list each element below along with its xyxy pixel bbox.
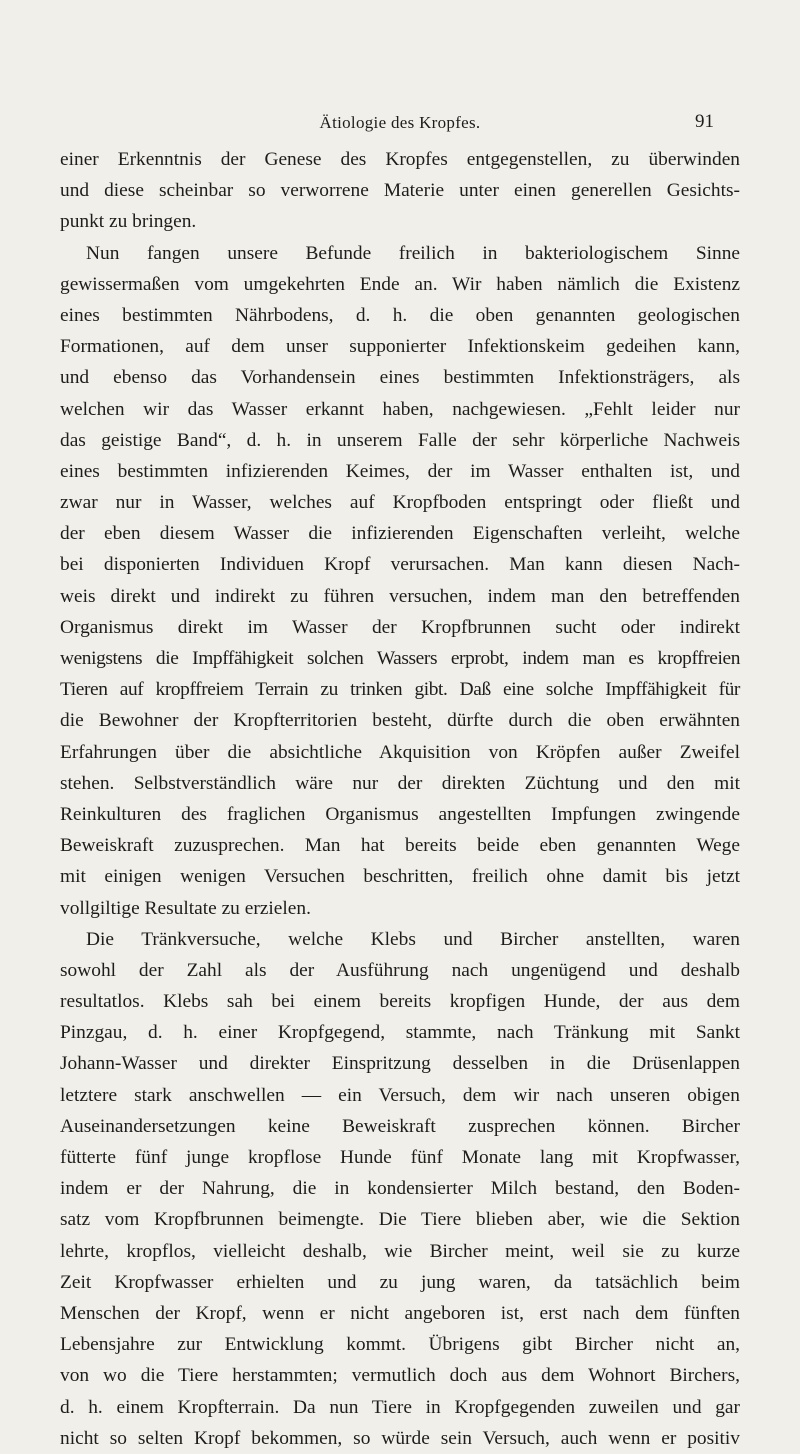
text-line: letztere stark anschwellen — ein Versuch, dem wir nach unseren obigen — [60, 1084, 740, 1106]
text-line: sowohl der Zahl als der Ausführung nach ungenügend und deshalb — [60, 959, 740, 981]
text-line: lehrte, kropflos, vielleicht deshalb, wie Bircher meint, weil sie zu kurze — [60, 1240, 740, 1262]
text-line: wenigstens die Impffähigkeit solchen Wassers erprobt, indem man es kropffreien — [60, 648, 740, 669]
text-line: welchen wir das Wasser erkannt haben, nachgewiesen. „Fehlt leider nur — [60, 398, 740, 420]
text-line: die Bewohner der Kropfterritorien besteht, dürfte durch die oben erwähnten — [60, 710, 740, 732]
text-line: Johann-Wasser und direkter Einspritzung desselben in die Drüsenlappen — [60, 1053, 740, 1075]
text-line: resultatlos. Klebs sah bei einem bereits kropfigen Hunde, der aus dem — [60, 991, 740, 1013]
text-line: stehen. Selbstverständlich wäre nur der direkten Züchtung und den mit — [60, 772, 740, 794]
text-line: der eben diesem Wasser die infizierenden Eigenschaften verleiht, welche — [60, 523, 740, 545]
text-line: Lebensjahre zur Entwicklung kommt. Übrigens gibt Bircher nicht an, — [60, 1334, 740, 1356]
text-line: satz vom Kropfbrunnen beimengte. Die Tiere blieben aber, wie die Sektion — [60, 1209, 740, 1231]
text-line: punkt zu bringen. — [60, 211, 197, 233]
text-line: Tieren auf kropffreiem Terrain zu trinken gibt. Daß eine solche Impffähigkeit für — [60, 679, 740, 701]
text-line: einer Erkenntnis der Genese des Kropfes entgegenstellen, zu überwinden — [60, 149, 740, 170]
text-line: bei disponierten Individuen Kropf verursachen. Man kann diesen Nach- — [60, 554, 740, 576]
text-line: Formationen, auf dem unser supponierter Infektionskeim gedeihen kann, — [60, 336, 740, 358]
text-line: Reinkulturen des fraglichen Organismus angestellten Impfungen zwingende — [60, 803, 740, 825]
text-line: zwar nur in Wasser, welches auf Kropfboden entspringt oder fließt und — [60, 492, 740, 514]
text-line: Nun fangen unsere Befunde freilich in bakteriologischem Sinne — [86, 242, 740, 264]
text-line: d. h. einem Kropfterrain. Da nun Tiere in Kropfgegenden zuweilen und gar — [60, 1396, 740, 1418]
text-line: eines bestimmten Nährbodens, d. h. die oben genannten geologischen — [60, 304, 740, 326]
page-number: 91 — [695, 111, 714, 132]
text-line: Menschen der Kropf, wenn er nicht angeboren ist, erst nach dem fünften — [60, 1302, 740, 1324]
text-line: weis direkt und indirekt zu führen versuchen, indem man den betreffenden — [60, 585, 740, 607]
text-line: Zeit Kropfwasser erhielten und zu jung waren, da tatsächlich beim — [60, 1271, 740, 1293]
text-line: und diese scheinbar so verworrene Materie unter einen generellen Gesichts- — [60, 180, 740, 202]
text-line: Die Tränkversuche, welche Klebs und Bircher anstellten, waren — [86, 928, 740, 950]
text-line: Beweiskraft zuzusprechen. Man hat bereits beide eben genannten Wege — [60, 835, 740, 857]
text-line: von wo die Tiere herstammten; vermutlich doch aus dem Wohnort Birchers, — [60, 1365, 740, 1387]
text-line: indem er der Nahrung, die in kondensierter Milch bestand, den Boden- — [60, 1178, 740, 1200]
body-text — [60, 144, 740, 1454]
text-line: eines bestimmten infizierenden Keimes, der im Wasser enthalten ist, und — [60, 460, 740, 482]
text-line: Auseinandersetzungen keine Beweiskraft zusprechen können. Bircher — [60, 1115, 740, 1137]
text-line: Organismus direkt im Wasser der Kropfbrunnen sucht oder indirekt — [60, 616, 740, 638]
text-line: Erfahrungen über die absichtliche Akquisition von Kröpfen außer Zweifel — [60, 741, 740, 763]
text-line: nicht so selten Kropf bekommen, so würde sein Versuch, auch wenn er positiv — [60, 1427, 740, 1449]
text-line: vollgiltige Resultate zu erzielen. — [60, 897, 311, 919]
text-line: fütterte fünf junge kropflose Hunde fünf Monate lang mit Kropfwasser, — [60, 1147, 740, 1168]
text-line: das geistige Band“, d. h. in unserem Falle der sehr körperliche Nachweis — [60, 429, 740, 451]
running-head: Ätiologie des Kropfes. — [319, 113, 481, 132]
text-line: gewissermaßen vom umgekehrten Ende an. Wir haben nämlich die Existenz — [60, 273, 740, 295]
text-line: mit einigen wenigen Versuchen beschritten, freilich ohne damit bis jetzt — [60, 866, 740, 888]
text-line: und ebenso das Vorhandensein eines bestimmten Infektionsträgers, als — [60, 367, 740, 389]
text-line: Pinzgau, d. h. einer Kropfgegend, stammte, nach Tränkung mit Sankt — [60, 1022, 740, 1044]
